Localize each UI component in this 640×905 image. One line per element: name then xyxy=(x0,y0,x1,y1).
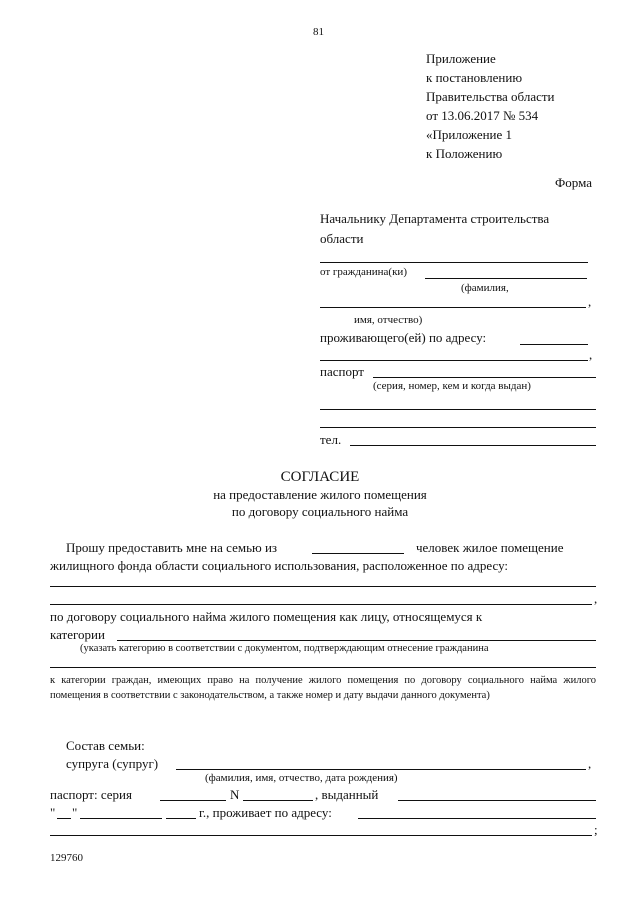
title-main: СОГЛАСИЕ xyxy=(280,469,360,485)
blank-line xyxy=(243,800,313,801)
hint-surname: (фамилия, xyxy=(461,282,509,294)
blank-line xyxy=(50,667,596,668)
blank-line xyxy=(312,553,404,554)
blank-line xyxy=(50,586,596,587)
request-line: жилищного фонда области социального использования, расположенное по адресу: xyxy=(50,558,509,573)
semicolon: ; xyxy=(594,822,598,837)
blank-line xyxy=(350,445,596,446)
request-start: Прошу предоставить мне на семью из xyxy=(66,540,278,555)
hint-name: имя, отчество) xyxy=(354,314,423,326)
blank-line xyxy=(398,800,596,801)
addressee-line: области xyxy=(320,231,364,246)
blank-line xyxy=(57,818,71,819)
quote-open: " xyxy=(50,805,56,820)
blank-line xyxy=(117,640,596,641)
footer-code: 129760 xyxy=(50,852,83,864)
spouse-label: супруга (супруг) xyxy=(66,756,159,771)
appendix-line: Правительства области xyxy=(426,89,555,104)
family-heading: Состав семьи: xyxy=(66,738,145,753)
appendix-line: к постановлению xyxy=(426,70,523,85)
contract-line: по договору социального найма жилого помещения как лицу, относящемуся к xyxy=(50,609,483,624)
quote-close: " xyxy=(72,805,78,820)
passport-hint: (серия, номер, кем и когда выдан) xyxy=(373,380,531,392)
category-label: категории xyxy=(50,627,105,642)
passport-number-label: N xyxy=(230,787,240,802)
passport-label: паспорт xyxy=(320,364,364,379)
appendix-line: «Приложение 1 xyxy=(426,127,513,142)
appendix-line: от 13.06.2017 № 534 xyxy=(426,108,539,123)
category-hint: к категории граждан, имеющих право на получение жилого помещения по договору социального найма жилого помещения в соответствии с законодательством, а также номер и дату выдачи данного документа) xyxy=(50,675,596,701)
comma: , xyxy=(588,294,592,309)
blank-line xyxy=(320,307,586,308)
blank-line xyxy=(176,769,586,770)
from-label: от гражданина(ки) xyxy=(320,266,407,278)
category-hint: (указать категорию в соответствии с документом, подтверждающим отнесение гражданина xyxy=(80,643,489,654)
blank-line xyxy=(520,344,588,345)
phone-label: тел. xyxy=(320,432,342,447)
form-label: Форма xyxy=(555,175,592,190)
blank-line xyxy=(50,835,592,836)
blank-line xyxy=(80,818,162,819)
comma: , xyxy=(594,591,598,606)
blank-line xyxy=(425,278,587,279)
title-sub: на предоставление жилого помещения xyxy=(213,487,427,502)
comma: , xyxy=(589,347,593,362)
page-number: 81 xyxy=(313,26,324,38)
blank-line xyxy=(160,800,226,801)
comma: , xyxy=(588,756,592,771)
blank-line xyxy=(320,360,588,361)
blank-line xyxy=(320,262,588,263)
issued-label: , выданный xyxy=(315,787,379,802)
passport-series-label: паспорт: серия xyxy=(50,787,132,802)
blank-line xyxy=(166,818,196,819)
appendix-line: Приложение xyxy=(426,51,496,66)
spouse-hint: (фамилия, имя, отчество, дата рождения) xyxy=(205,772,398,784)
request-end: человек жилое помещение xyxy=(416,540,564,555)
blank-line xyxy=(50,604,592,605)
blank-line xyxy=(373,377,596,378)
blank-line xyxy=(320,427,596,428)
appendix-line: к Положению xyxy=(426,146,503,161)
blank-line xyxy=(320,409,596,410)
addressee-line: Начальнику Департамента строительства xyxy=(320,211,550,226)
blank-line xyxy=(358,818,596,819)
address-label: проживающего(ей) по адресу: xyxy=(320,330,487,345)
residing-label: г., проживает по адресу: xyxy=(199,805,332,820)
title-sub: по договору социального найма xyxy=(231,504,409,519)
